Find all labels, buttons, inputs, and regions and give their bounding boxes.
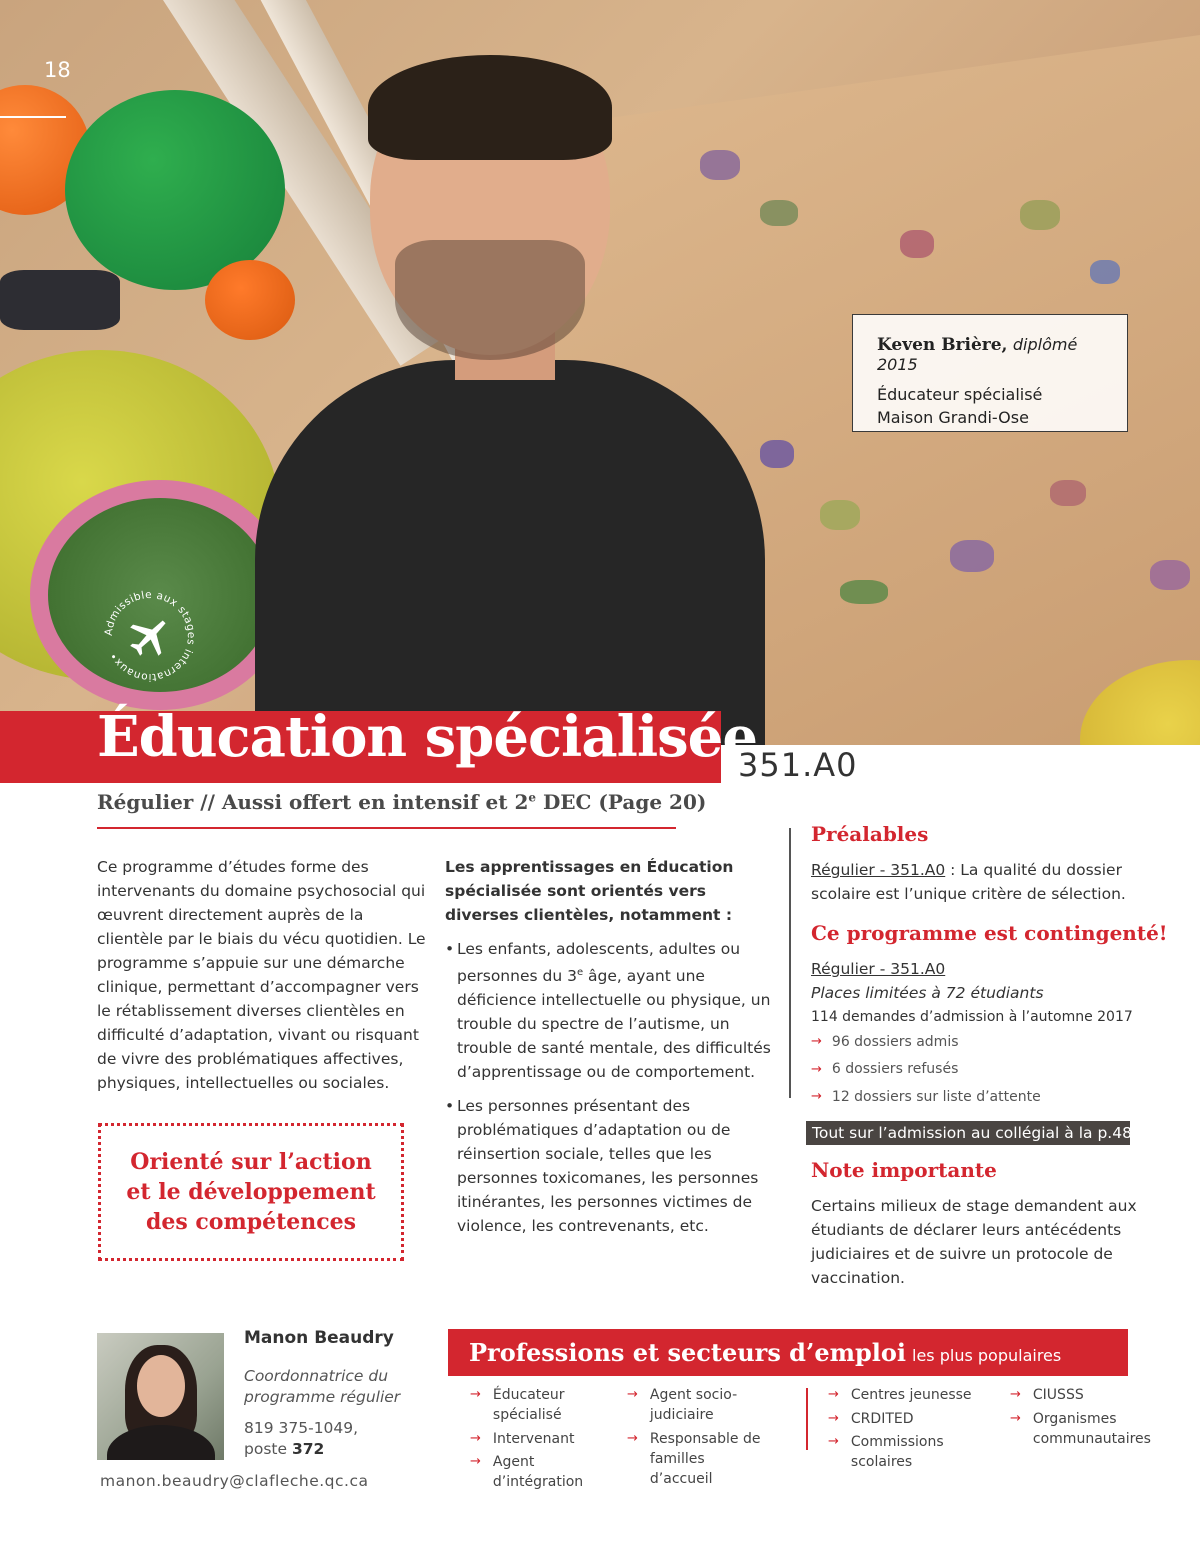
- list-item: → 12 dossiers sur liste d’attente: [811, 1088, 1041, 1105]
- graduate-workplace: Maison Grandi-Ose: [877, 408, 1029, 427]
- professions-subtitle: les plus populaires: [912, 1346, 1062, 1365]
- list-item: • Les enfants, adolescents, adultes ou personnes du 3e âge, ayant une déficience intellectuelle ou physique, un trouble du spectre de l’autisme, un trouble de santé mentale, des difficultés d’apprentissage ou de comportement.: [445, 937, 775, 1084]
- professions-title: Professions et secteurs d’emploi: [469, 1338, 907, 1367]
- airplane-icon: [121, 608, 178, 665]
- sectors-list: [1010, 1385, 1151, 1452]
- contact-phone: 819 375-1049, poste 372: [244, 1419, 359, 1458]
- list-item: → Responsable de familles d’accueil: [627, 1430, 761, 1487]
- learning-heading: Les apprentissages en Éducation spécialisée sont orientés vers diverses clientèles, notamment :: [445, 858, 734, 924]
- admission-stats: [811, 1028, 1041, 1111]
- contingent-places: Places limitées à 72 étudiants: [811, 984, 1044, 1002]
- arrow-right-icon: →: [811, 1089, 822, 1105]
- arrow-right-icon: →: [811, 1034, 822, 1050]
- subtitle-rule: [97, 827, 676, 829]
- prerequisites-title: Préalables: [811, 822, 929, 846]
- contact-email-link[interactable]: manon.beaudry@clafleche.qc.ca: [100, 1472, 369, 1490]
- important-note-text: Certains milieux de stage demandent aux étudiants de déclarer leurs antécédents judiciaires et de suivre un protocole de vaccination.: [811, 1197, 1137, 1287]
- program-code: 351.A0: [738, 746, 858, 784]
- admission-note: Tout sur l’admission au collégial à la p.48.: [806, 1121, 1130, 1145]
- arrow-right-icon: →: [470, 1430, 481, 1446]
- list-item: • Les personnes présentant des problématiques d’adaptation ou de réinsertion sociale, telles que les personnes toxicomanes, les personnes itinérantes, les personnes victimes de violence, les contrevenants, etc.: [445, 1094, 775, 1238]
- sectors-list: [828, 1385, 998, 1476]
- arrow-right-icon: →: [1010, 1387, 1021, 1402]
- list-item: → Intervenant: [470, 1430, 575, 1447]
- arrow-right-icon: →: [627, 1430, 638, 1446]
- professions-list: [627, 1385, 787, 1492]
- program-title: Éducation spécialisée: [97, 704, 757, 770]
- callout-box: [98, 1123, 404, 1261]
- contact-photo: [97, 1333, 224, 1460]
- arrow-right-icon: →: [470, 1387, 481, 1402]
- arrow-right-icon: →: [1010, 1410, 1021, 1426]
- list-item: → CRDITED: [828, 1410, 914, 1427]
- program-intro: Ce programme d’études forme des intervenants du domaine psychosocial qui œuvrent directement auprès de la clientèle par le biais du vécu quotidien. Le programme s’appuie sur une démarche clinique, permettant d’accompagner vers le rétablissement diverses clientèles en difficulté d’adaptation, vivant ou risquant de vivre des problématiques affectives, physiques, intellectuelles ou sociales.: [97, 858, 426, 1092]
- arrow-right-icon: →: [828, 1410, 839, 1426]
- professions-list: [470, 1385, 620, 1496]
- list-item: → Centres jeunesse: [828, 1387, 972, 1403]
- photo-caption: [852, 314, 1128, 432]
- graduate-name: Keven Brière,: [877, 335, 1008, 355]
- list-item: → CIUSSS: [1010, 1387, 1084, 1403]
- column-divider: [789, 828, 791, 1098]
- arrow-right-icon: →: [811, 1061, 822, 1077]
- arrow-right-icon: →: [627, 1387, 638, 1402]
- arrow-right-icon: →: [828, 1387, 839, 1402]
- list-item: → Agent socio-judiciaire: [627, 1387, 738, 1423]
- prerequisites-text: Régulier - 351.A0 : La qualité du dossier scolaire est l’unique critère de sélection.: [811, 861, 1126, 903]
- list-item: → Éducateur spécialisé: [470, 1387, 565, 1423]
- callout-text: Orienté sur l’action et le développement des compétences: [126, 1149, 376, 1235]
- contingent-program: Régulier - 351.A0: [811, 960, 946, 978]
- professions-header: [448, 1329, 1128, 1376]
- arrow-right-icon: →: [470, 1454, 481, 1469]
- person-sweater: [255, 360, 765, 745]
- contingent-demands: 114 demandes d’admission à l’automne 2017: [811, 1009, 1133, 1025]
- page-number-rule: [0, 116, 66, 118]
- graduate-role: Éducateur spécialisé: [877, 385, 1043, 404]
- graduate-year: diplômé 2015: [877, 335, 1078, 374]
- program-subtitle: Régulier // Aussi offert en intensif et 2e DEC (Page 20): [97, 790, 707, 814]
- contact-role: Coordonnatrice du programme régulier: [244, 1367, 401, 1406]
- list-item: → Organismes communautaires: [1010, 1410, 1151, 1447]
- professions-divider: [806, 1388, 808, 1450]
- learning-list: [445, 937, 775, 1248]
- important-note-title: Note importante: [811, 1158, 997, 1182]
- list-item: → 6 dossiers refusés: [811, 1061, 959, 1078]
- page-number: 18: [44, 58, 71, 82]
- contact-name: Manon Beaudry: [244, 1328, 394, 1348]
- list-item: → Agent d’intégration: [470, 1454, 584, 1490]
- list-item: → Commissions scolaires: [828, 1434, 944, 1470]
- international-internship-badge: [100, 586, 200, 686]
- arrow-right-icon: →: [828, 1434, 839, 1449]
- list-item: → 96 dossiers admis: [811, 1033, 959, 1050]
- badge-text: Admissible aux stages internationaux•: [102, 588, 198, 684]
- contingent-title: Ce programme est contingenté!: [811, 921, 1168, 945]
